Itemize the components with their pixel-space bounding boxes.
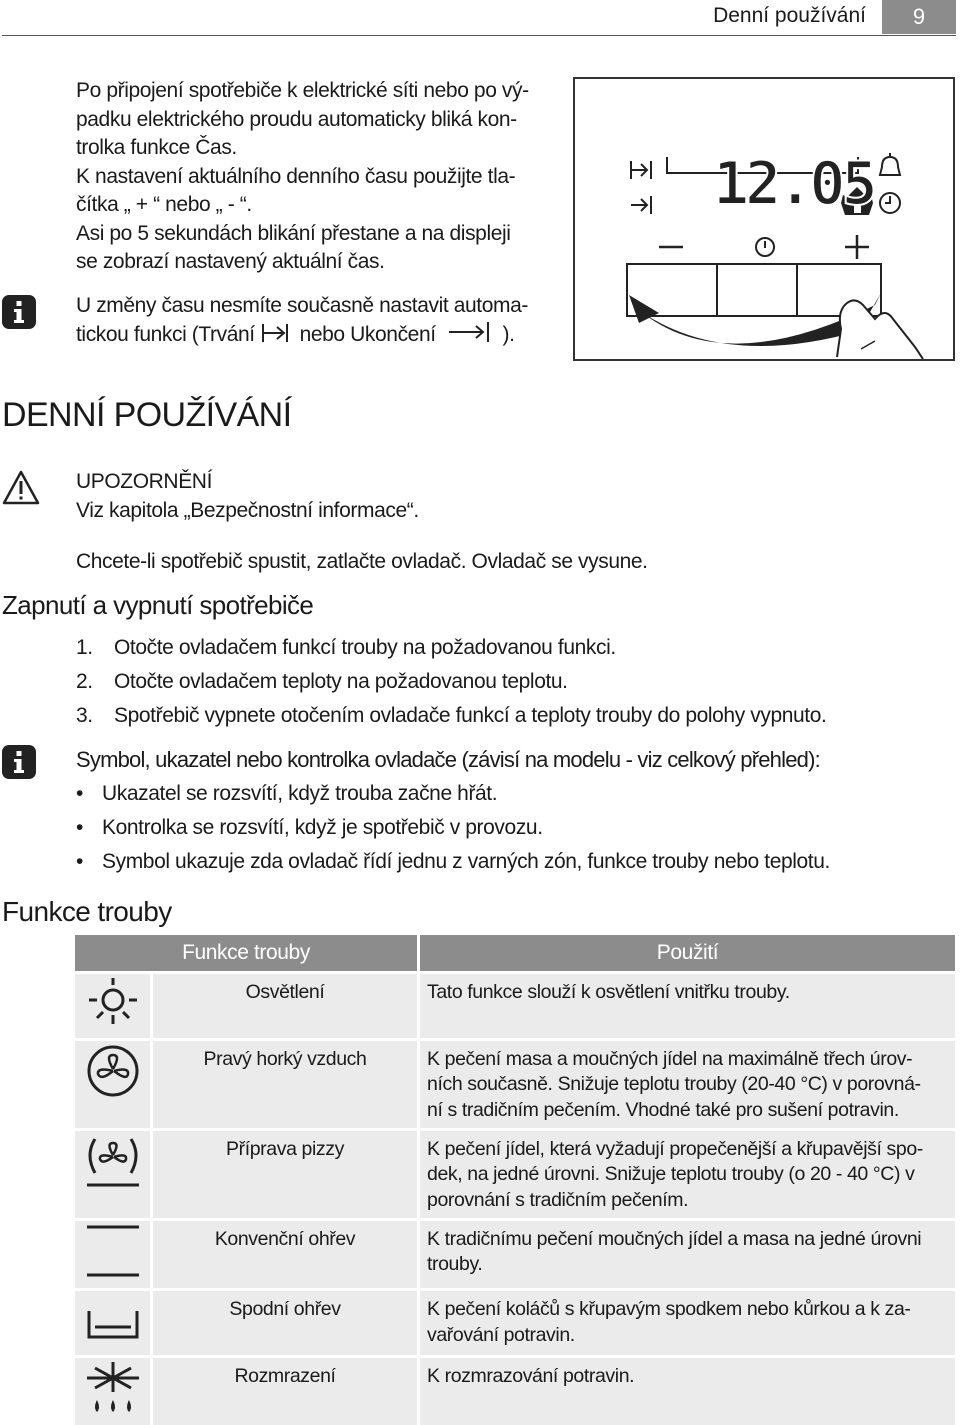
table-cell-icon xyxy=(75,1038,153,1128)
function-name: Pravý horký vzduch xyxy=(153,1038,420,1128)
table-header-usage: Použití xyxy=(420,935,955,971)
header-divider xyxy=(2,35,956,36)
timer-icon xyxy=(756,238,774,256)
bell-icon xyxy=(880,153,900,175)
function-name: Rozmrazení xyxy=(153,1355,420,1425)
table-cell-icon xyxy=(75,1128,153,1218)
info-icon xyxy=(2,745,36,779)
end-time-icon xyxy=(631,196,651,214)
intro-line: K nastavení aktuálního denního času použijte tla- xyxy=(76,163,566,192)
table-header-row xyxy=(75,935,955,971)
warning-title: UPOZORNĚNÍ xyxy=(76,468,212,497)
table-row xyxy=(75,1355,955,1425)
light-icon xyxy=(83,974,143,1030)
table-row xyxy=(75,1288,955,1355)
intro-line: padku elektrického proudu automaticky bliká kon- xyxy=(76,106,566,135)
push-knob-text: Chcete-li spotřebič spustit, zatlačte ovladač. Ovladač se vysune. xyxy=(76,548,648,577)
usage-line: porovnání s tradičním pečením. xyxy=(427,1188,947,1214)
intro-line: čítka „ + “ nebo „ - “. xyxy=(76,191,566,220)
step-text: Otočte ovladačem funkcí trouby na požadovanou funkci. xyxy=(114,636,616,659)
section-title: DENNÍ POUŽÍVÁNÍ xyxy=(2,396,291,435)
function-usage xyxy=(420,1218,955,1289)
duration-icon xyxy=(260,323,294,343)
time-note-text-b: nebo Ukončení xyxy=(300,323,436,346)
time-note xyxy=(76,292,576,349)
step-item xyxy=(76,631,826,665)
indicator-note xyxy=(76,743,830,879)
function-usage xyxy=(420,1128,955,1218)
function-usage xyxy=(420,1288,955,1355)
step-number: 3. xyxy=(76,699,114,733)
usage-line: K tradičnímu pečení moučných jídel a masa na jedné úrovni xyxy=(427,1227,947,1253)
defrost-icon xyxy=(81,1358,145,1418)
step-number: 2. xyxy=(76,665,114,699)
step-item xyxy=(76,699,826,733)
display-time: 12.05 xyxy=(713,149,874,219)
function-name: Osvětlení xyxy=(153,971,420,1038)
table-cell-icon xyxy=(75,1218,153,1289)
intro-line: Po připojení spotřebiče k elektrické síti nebo po vý- xyxy=(76,77,566,106)
end-time-icon xyxy=(441,321,497,343)
usage-line: K rozmrazování potravin. xyxy=(427,1364,947,1390)
table-cell-icon xyxy=(75,1355,153,1425)
conventional-icon xyxy=(81,1221,145,1281)
usage-line: Tato funkce slouží k osvětlení vnitřku trouby. xyxy=(427,980,947,1006)
clock-icon xyxy=(880,193,900,213)
subsection-title-oven-functions: Funkce trouby xyxy=(2,896,172,928)
time-note-text-a: tickou funkci (Trvání xyxy=(76,323,255,346)
usage-line: trouby. xyxy=(427,1252,947,1278)
indicator-note-title: Symbol, ukazatel nebo kontrolka ovladače (závisí na modelu - viz celkový přehled): xyxy=(76,743,830,777)
plus-icon xyxy=(845,235,869,259)
function-usage xyxy=(420,1355,955,1425)
function-name: Příprava pizzy xyxy=(153,1128,420,1218)
bullet-text: Ukazatel se rozsvítí, když trouba začne hřát. xyxy=(102,782,497,805)
intro-line: trolka funkce Čas. xyxy=(76,134,566,163)
table-row xyxy=(75,1218,955,1289)
duration-icon xyxy=(631,161,651,179)
usage-line: vařování potravin. xyxy=(427,1323,947,1349)
table-row xyxy=(75,1038,955,1128)
control-panel-illustration xyxy=(573,77,955,361)
pizza-icon xyxy=(81,1131,145,1193)
warning-text: Viz kapitola „Bezpečnostní informace“. xyxy=(76,497,419,526)
step-text: Spotřebič vypnete otočením ovladače funkcí a teploty trouby do polohy vypnuto. xyxy=(114,704,826,727)
usage-line: K pečení jídel, která vyžadují propečenější a křupavější spo- xyxy=(427,1137,947,1163)
intro-line: Asi po 5 sekundách blikání přestane a na displeji xyxy=(76,220,566,249)
oven-functions-table xyxy=(75,935,955,1425)
bullet-item: • Kontrolka se rozsvítí, když je spotřebič v provozu. xyxy=(76,811,830,845)
table-row xyxy=(75,1128,955,1218)
bullet-item: • Ukazatel se rozsvítí, když trouba začne hřát. xyxy=(76,777,830,811)
fan-icon xyxy=(83,1041,143,1101)
intro-line: se zobrazí nastavený aktuální čas. xyxy=(76,248,566,277)
usage-line: ní s tradičním pečením. Vhodné také pro sušení potravin. xyxy=(427,1098,947,1124)
time-note-line2 xyxy=(76,321,576,350)
table-row xyxy=(75,971,955,1038)
usage-line: ních současně. Snižuje teplotu trouby (20-40 °C) v porovná- xyxy=(427,1072,947,1098)
usage-line: K pečení koláčů s křupavým spodkem nebo kůrkou a k za- xyxy=(427,1297,947,1323)
step-text: Otočte ovladačem teploty na požadovanou teplotu. xyxy=(114,670,568,693)
table-header-function: Funkce trouby xyxy=(75,935,420,971)
page-number: 9 xyxy=(882,0,956,34)
intro-paragraph xyxy=(76,77,566,277)
bullet-text: Symbol ukazuje zda ovladač řídí jednu z varných zón, funkce trouby nebo teplotu. xyxy=(102,850,830,873)
time-note-text-c: ). xyxy=(503,323,515,346)
step-item xyxy=(76,665,826,699)
function-name: Konvenční ohřev xyxy=(153,1218,420,1289)
table-cell-icon xyxy=(75,971,153,1038)
usage-line: K pečení masa a moučných jídel na maximálně třech úrov- xyxy=(427,1047,947,1073)
bullet-text: Kontrolka se rozsvítí, když je spotřebič v provozu. xyxy=(102,816,543,839)
table-cell-icon xyxy=(75,1288,153,1355)
bottom-heat-icon xyxy=(81,1291,145,1347)
function-usage xyxy=(420,971,955,1038)
header-title: Denní používání xyxy=(713,4,866,28)
subsection-title-on-off: Zapnutí a vypnutí spotřebiče xyxy=(2,590,313,621)
step-number: 1. xyxy=(76,631,114,665)
function-usage xyxy=(420,1038,955,1128)
steps-list xyxy=(76,631,826,733)
warning-icon xyxy=(2,470,40,511)
bullet-item: • Symbol ukazuje zda ovladač řídí jednu z varných zón, funkce trouby nebo teplotu. xyxy=(76,845,830,879)
time-note-line: U změny času nesmíte současně nastavit automa- xyxy=(76,292,576,321)
usage-line: dek, na jedné úrovni. Snižuje teplotu trouby (o 20 - 40 °C) v xyxy=(427,1162,947,1188)
function-name: Spodní ohřev xyxy=(153,1288,420,1355)
info-icon xyxy=(2,295,36,329)
